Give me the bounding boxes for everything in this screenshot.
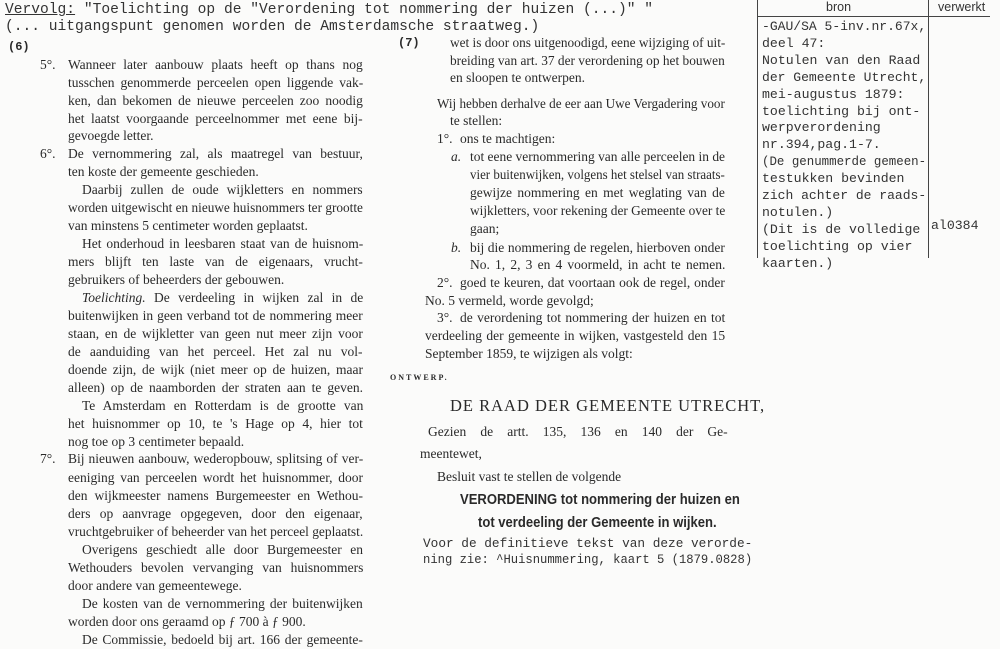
item-number: 7°.: [40, 451, 56, 466]
bron-line: deel 47:: [762, 35, 826, 51]
left-text-line: alleen) op de naamborden der straten aan te geven.: [68, 380, 364, 395]
bron-line: Notulen van den Raad: [762, 52, 921, 68]
bron-line: notulen.): [762, 204, 834, 220]
right-text-line: ons te machtigen:: [460, 131, 556, 146]
right-text-line: gaan;: [470, 221, 500, 236]
left-text-line: gevoegde letter.: [68, 128, 154, 143]
item-number: 5°.: [40, 57, 56, 72]
right-text-line: wijkletters, voor rekening der Gemeente over te: [470, 203, 726, 218]
left-text-line: tusschen genommerde perceelen open liggende vak-: [68, 75, 364, 90]
left-text-line: het huisnommer op 10, te 's Hage op 4, hier tot: [68, 416, 363, 431]
page-marker: (6): [8, 40, 30, 54]
besluit-line: Besluit vast te stellen de volgende: [437, 469, 622, 484]
item-number: 3°.: [437, 310, 453, 325]
table-header-verwerkt: verwerkt: [938, 0, 986, 14]
left-text-line: De verdeeling in wijken zal in de: [154, 290, 364, 305]
item-number: 6°.: [40, 146, 56, 161]
left-text-line: gebruikers of beheerders der gebouwen.: [68, 272, 285, 287]
left-text-line: doende zijn, de wijk (niet meer op de huizen, maar: [68, 362, 363, 377]
left-text-line: Bij nieuwen aanbouw, wederopbouw, splitsing of ver-: [68, 451, 364, 466]
verordening-bold: VERORDENING: [460, 492, 558, 508]
left-text-line: De Commissie, bedoeld bij art. 166 der gemeente-: [82, 632, 363, 647]
header-line-2: (... uitgangspunt genomen worden de Amsterdamsche straatweg.): [5, 19, 540, 35]
bron-line: nr.394,pag.1-7.: [762, 137, 881, 153]
verordening-title-rest: tot nommering der huizen en: [557, 492, 740, 508]
left-text-line: worden uitgewischt en nieuwe huisnommers ter grootte: [68, 200, 363, 215]
gezien-line: Gezien de artt. 135, 136 en 140 der Ge-: [428, 424, 728, 439]
bron-line: werpverordening: [762, 120, 881, 136]
left-text-line: De kosten van de vernommering der buitenwijken: [82, 596, 363, 611]
ontwerp-label: ONTWERP.: [390, 373, 449, 382]
right-text-line: gewijze nommering en met weglating van de: [470, 185, 725, 200]
left-text-line: Overigens geschiedt alle door Burgemeester en: [82, 542, 364, 557]
left-text-line: het laatst voorgaande perceelnommer met eene bij-: [68, 111, 363, 126]
left-text-line: nog toe op 3 centimeter bepaald.: [68, 434, 245, 449]
right-text-line: goed te keuren, dat voortaan ook de regel, onder: [460, 275, 725, 290]
right-text-line: bij die nommering de regelen, hierboven onder: [470, 240, 725, 255]
bron-line: testukken bevinden: [762, 171, 905, 187]
left-text-line: Wethouders bevolen vervanging van huisnommers: [68, 560, 364, 575]
right-text-line: tot eene vernommering van alle perceelen in de: [470, 149, 726, 164]
bron-line: zich achter de raads-: [762, 188, 927, 203]
toelichting-label: Toelichting.: [82, 290, 146, 305]
note-line: Voor de definitieve tekst van deze verorde-: [423, 536, 753, 551]
bron-line: toelichting op vier: [762, 238, 913, 254]
bron-line: kaarten.): [762, 255, 834, 271]
right-text-line: No. 5 vermeld, worde gevolgd;: [425, 293, 594, 308]
header-line-1: [5, 2, 653, 18]
item-letter: b.: [451, 240, 462, 255]
left-text-line: buitenwijken in geen verband tot de nommering meer: [68, 308, 363, 323]
left-text-line: Wanneer later aanbouw plaats heeft op thans nog: [68, 57, 363, 72]
page-marker: (7): [398, 36, 420, 50]
left-text-line: den wijkmeester namens Burgemeester en Wethou-: [68, 488, 363, 503]
right-text-line: de verordening tot nommering der huizen en tot: [460, 310, 726, 325]
left-text-line: eeniging van perceelen wordt het huisnommer, door: [68, 470, 363, 485]
left-text-line: Het onderhoud in leesbaren staat van de huisnom-: [82, 236, 364, 251]
verwerkt-code: al0384: [931, 218, 979, 233]
item-number: 2°.: [437, 275, 453, 290]
bron-line: -GAU/SA 5-inv.nr.67x,: [762, 19, 927, 34]
table-header-rule: [757, 16, 990, 17]
left-text-line: mers blijft ten laste van de eigenaars, vrucht-: [68, 254, 363, 269]
item-letter: a.: [451, 149, 462, 164]
right-text-line: te stellen:: [450, 113, 503, 128]
right-text-line: vier buitenwijken, volgens het stelsel van straats-: [470, 167, 725, 182]
bron-line: (Dit is de volledige: [762, 221, 921, 237]
right-text-line: en sloopen te ontwerpen.: [450, 70, 585, 85]
gezien-line: meentewet,: [420, 446, 482, 461]
bron-line: toelichting bij ont-: [762, 103, 921, 119]
note-line: ning zie: ^Huisnummering, kaart 5 (1879.0828): [423, 552, 753, 567]
left-text-line: staan, en de wijkletter van geen nut meer zijn voor: [68, 326, 363, 341]
left-text-line: De vernommering zal, als maatregel van bestuur,: [68, 146, 363, 161]
left-text-line: ders op aanvrage opgegeven, door den eigenaar,: [68, 506, 363, 521]
right-text-line: verdeeling der gemeente in wijken, vastgesteld den 15: [425, 328, 726, 343]
right-text-line: No. 1, 2, 3 en 4 voormeld, in acht te nemen.: [470, 257, 726, 272]
left-text-line: Daarbij zullen de oude wijkletters en nommers: [82, 182, 363, 197]
table-header-bron: bron: [826, 0, 852, 14]
left-text-line: worden door ons geraamd op ƒ 700 à ƒ 900.: [68, 614, 306, 629]
left-text-line: Te Amsterdam en Rotterdam is de grootte van: [82, 398, 364, 413]
left-text-line: door andere van gemeentewege.: [68, 578, 242, 593]
verordening-title-line-2: tot verdeeling der Gemeente in wijken.: [478, 515, 717, 531]
left-text-line: ten koste der gemeente geschieden.: [68, 164, 259, 179]
council-heading: DE RAAD DER GEMEENTE UTRECHT,: [450, 396, 766, 415]
table-divider-middle: [928, 0, 929, 258]
right-text-line: September 1859, te wijzigen als volgt:: [425, 346, 633, 361]
bron-line: der Gemeente Utrecht,: [762, 69, 927, 85]
left-text-line: van minstens 5 centimeter worden geplaatst.: [68, 218, 308, 233]
right-text-line: Wij hebben derhalve de eer aan Uwe Vergadering voor: [437, 96, 725, 111]
right-text-line: breiding van art. 37 der verordening op het bouwen: [450, 53, 725, 68]
left-text-line: de aanduiding van het perceel. Het zal nu vol-: [68, 344, 363, 359]
header-title: "Toelichting op de "Verordening tot nommering der huizen (...)" ": [75, 2, 654, 18]
left-text-line: ken, dan bekomen de nieuwe perceelen zoo noodig: [68, 93, 363, 108]
right-text-line: wet is door ons uitgenoodigd, eene wijziging of uit-: [450, 35, 726, 50]
left-text-line: vruchtgebruiker of beheerder van het perceel geplaatst.: [68, 524, 364, 539]
table-divider-left: [757, 0, 758, 258]
verordening-title-line-1: [460, 492, 740, 508]
bron-line: mei-augustus 1879:: [762, 86, 905, 102]
header-label: Vervolg:: [5, 2, 76, 18]
item-number: 1°.: [437, 131, 453, 146]
bron-line: (De genummerde gemeen-: [762, 154, 927, 170]
